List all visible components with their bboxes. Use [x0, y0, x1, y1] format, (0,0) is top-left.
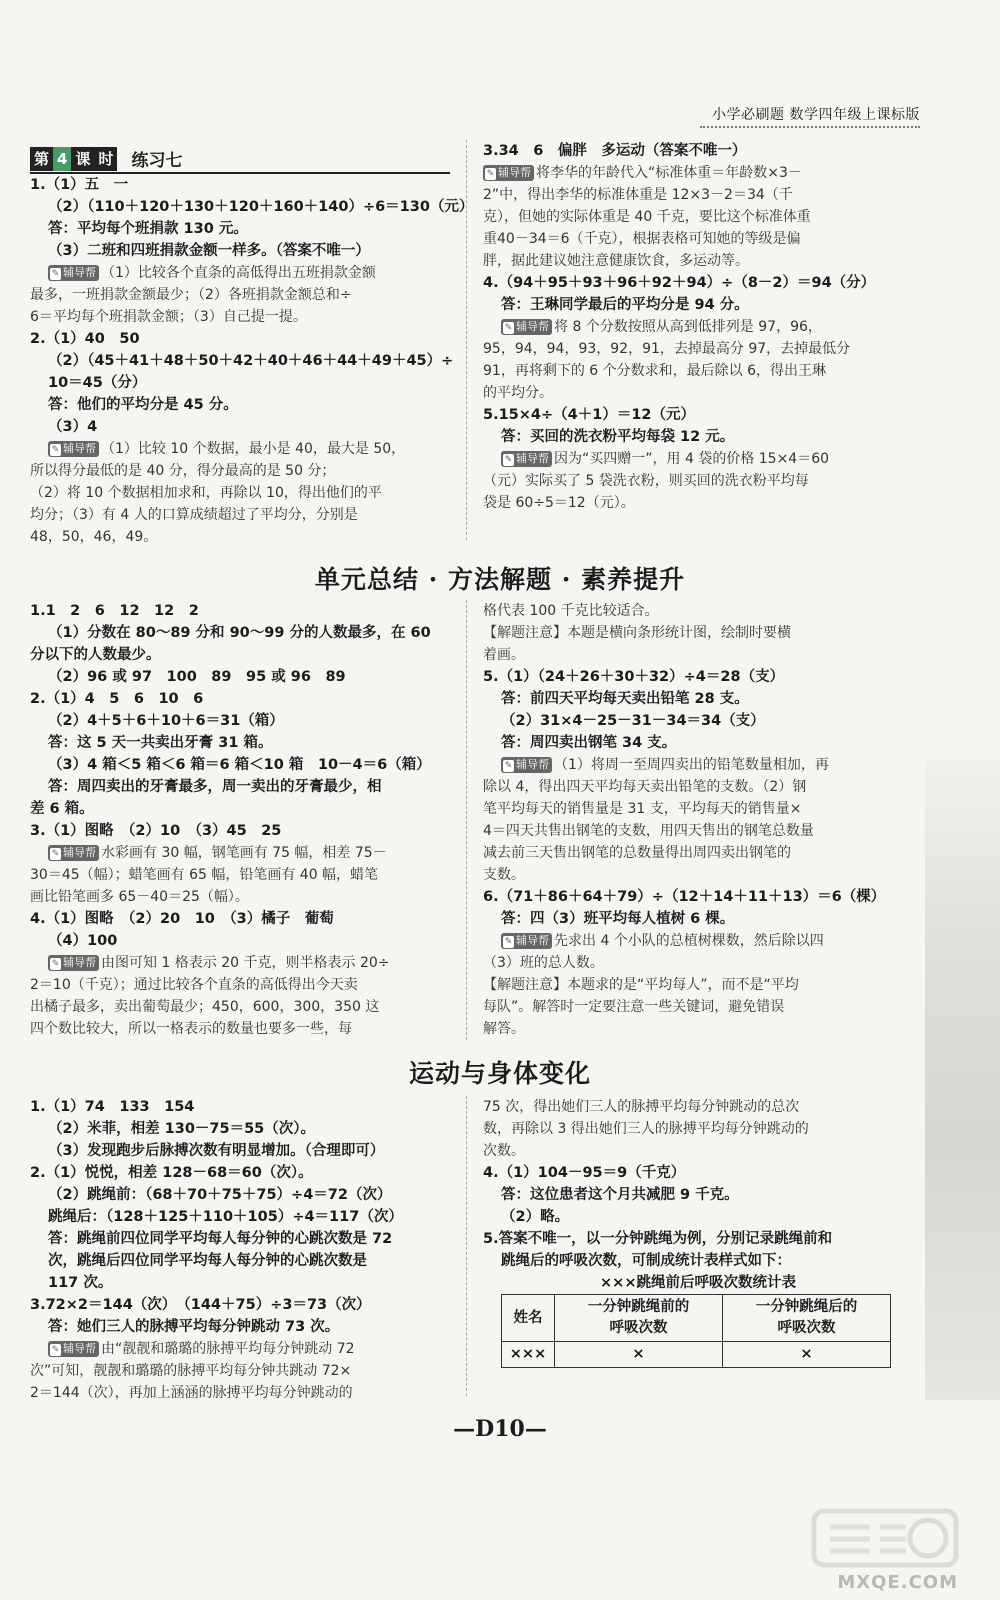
lesson-title: 练习七	[131, 151, 183, 171]
answer-line: （2）跳绳前：（68＋70＋75＋75）÷4＝72（次）	[48, 1187, 392, 1203]
column-divider	[466, 1096, 467, 1396]
note-line: 次数。	[483, 1143, 525, 1159]
helper-note-line: 的平均分。	[483, 385, 553, 401]
answer-line: 3.72×2＝144（次） （144＋75）÷3＝73（次）	[30, 1297, 371, 1313]
helper-note: ✎ 辅导帮 将 8 个分数按照从高到低排列是 97，96，	[483, 316, 913, 338]
answer-line: 6.（71＋86＋64＋79）÷（12＋14＋11＋13）＝6（棵）	[483, 889, 886, 905]
answer-line: （3）4 箱＜5 箱＜6 箱＝6 箱＜10 箱 10－4＝6（箱）	[48, 757, 431, 773]
answer-line: 答：她们三人的脉搏平均每分钟跳动 73 次。	[48, 1319, 340, 1335]
helper-icon: ✎	[51, 849, 60, 859]
helper-note-line: 克），但她的实际体重是 40 千克，要比这个标准体重	[483, 209, 811, 225]
answer-line: （4）100	[48, 933, 118, 949]
block-a-right	[483, 140, 913, 514]
helper-icon: ✎	[51, 1345, 60, 1355]
helper-icon: ✎	[486, 169, 495, 179]
helper-note-line: （元）实际买了 5 袋洗衣粉，则买回的洗衣粉平均每	[483, 473, 809, 489]
lesson-number: 4	[53, 147, 71, 171]
answer-line: 4.（1）104－95＝9（千克）	[483, 1165, 686, 1181]
section-title-exercise: 运动与身体变化	[408, 1059, 591, 1088]
answer-line: 3.（1）图略 （2）10 （3）45 25	[30, 823, 282, 839]
answer-line: 答：周四卖出的牙膏最多，周一卖出的牙膏最少，相	[48, 779, 382, 795]
answer-line: 答：四（3）班平均每人植树 6 棵。	[501, 911, 735, 927]
lesson-label-a: 第	[30, 147, 53, 171]
table-cell: ×	[723, 1342, 891, 1368]
column-divider	[466, 600, 467, 1040]
helper-note: ✎ 辅导帮 由“靓靓和璐璐的脉搏平均每分钟跳动 72	[30, 1338, 455, 1360]
answer-line: （2）（45＋41＋48＋50＋42＋40＋46＋44＋49＋45）÷	[48, 353, 454, 369]
table-row	[502, 1342, 891, 1368]
helper-badge: ✎ 辅导帮	[48, 845, 99, 861]
answer-line: 分以下的人数最少。	[30, 647, 161, 663]
answer-line: 3.34 6 偏胖 多运动（答案不唯一）	[483, 143, 747, 159]
helper-note-line: 袋是 60÷5＝12（元）。	[483, 495, 635, 511]
helper-icon: ✎	[504, 761, 513, 771]
helper-note: ✎ 辅导帮 因为“买四赠一”，用 4 袋的价格 15×4＝60	[483, 448, 913, 470]
answer-line: 答：周四卖出钢笔 34 支。	[501, 735, 677, 751]
note-line: 格代表 100 千克比较适合。	[483, 603, 659, 619]
breathing-stat-table	[501, 1294, 891, 1368]
lesson-badge	[30, 147, 117, 171]
helper-note-line: 95，94，94，93，92，91，去掉最高分 97，去掉最低分	[483, 341, 851, 357]
block-b-right	[483, 600, 913, 1040]
answer-line: 答：前四天平均每天卖出铅笔 28 支。	[501, 691, 749, 707]
header-dotted-rule	[700, 126, 920, 128]
helper-icon: ✎	[504, 323, 513, 333]
helper-note: ✎ 辅导帮 水彩画有 30 幅，钢笔画有 75 幅，相差 75－	[30, 842, 455, 864]
answer-line: 答：王琳同学最后的平均分是 94 分。	[501, 297, 749, 313]
answer-line: （3）4	[48, 419, 98, 435]
block-c-right	[483, 1096, 913, 1368]
helper-badge: ✎ 辅导帮	[483, 165, 534, 181]
helper-note-line: 91，再将剩下的 6 个分数求和，最后除以 6，得出王琳	[483, 363, 826, 379]
helper-note-line: （3）班的总人数。	[483, 955, 604, 971]
page-number: —D10—	[453, 1416, 547, 1442]
table-header-row	[502, 1295, 891, 1342]
block-a-left	[30, 174, 474, 548]
lesson-label-b: 课	[71, 147, 94, 171]
answer-line: 2.（1）40 50	[30, 331, 140, 347]
helper-note: ✎ 辅导帮 将李华的年龄代入“标准体重＝年龄数×3－	[483, 162, 913, 184]
helper-note-line: 2＝10（千克）；通过比较各个直条的高低得出今天卖	[30, 977, 358, 993]
answer-line: （2）米菲，相差 130－75＝55（次）。	[48, 1121, 316, 1137]
helper-note-line: 6＝平均每个班捐款金额；（3）自己提一提。	[30, 309, 307, 325]
helper-note-line: 四个数比较大，所以一格表示的数量也要多一些，每	[30, 1021, 352, 1037]
table-header-cell: 一分钟跳绳后的 呼吸次数	[723, 1295, 891, 1342]
answer-line: 5.答案不唯一，以一分钟跳绳为例，分别记录跳绳前和	[483, 1231, 833, 1247]
helper-badge: ✎ 辅导帮	[48, 441, 99, 457]
note-line: 【解题注意】本题是横向条形统计图，绘制时要横	[483, 625, 791, 641]
helper-note-line: 2＝144（次），再加上涵涵的脉搏平均每分钟跳动的	[30, 1385, 353, 1401]
section-title-summary: 单元总结 · 方法解题 · 素养提升	[314, 565, 686, 594]
answer-line: 5.（1）（24＋26＋30＋32）÷4＝28（支）	[483, 669, 785, 685]
answer-line: 4.（94＋95＋93＋96＋92＋94）÷（8－2）＝94（分）	[483, 275, 876, 291]
helper-icon: ✎	[51, 445, 60, 455]
helper-note-line: 48，50，46，49。	[30, 529, 158, 545]
helper-note-line: 重40－34＝6（千克），根据表格可知她的等级是偏	[483, 231, 801, 247]
helper-note-line: 2”中，得出李华的标准体重是 12×3－2＝34（千	[483, 187, 793, 203]
table-header-cell: 一分钟跳绳前的 呼吸次数	[555, 1295, 723, 1342]
answer-line: （2）略。	[501, 1209, 570, 1225]
note-line: 着画。	[483, 647, 525, 663]
answer-line: 2.（1）4 5 6 10 6	[30, 691, 204, 707]
helper-note: ✎ 辅导帮 由图可知 1 格表示 20 千克，则半格表示 20÷	[30, 952, 455, 974]
answer-line: 答：买回的洗衣粉平均每袋 12 元。	[501, 429, 735, 445]
note-line: 数，再除以 3 得出她们三人的脉搏平均每分钟跳动的	[483, 1121, 809, 1137]
answer-line: 答：平均每个班捐款 130 元。	[48, 221, 248, 237]
answer-line: 2.（1）悦悦，相差 128－68＝60（次）。	[30, 1165, 313, 1181]
answer-line: 差 6 箱。	[30, 801, 94, 817]
answer-line: （2）4＋5＋6＋10＋6＝31（箱）	[48, 713, 284, 729]
answer-line: 跳绳后的呼吸次数，可制成统计表样式如下：	[501, 1253, 791, 1269]
answer-line: 1.（1）五 一	[30, 177, 129, 193]
answer-line: 4.（1）图略 （2）20 10 （3）橘子 葡萄	[30, 911, 334, 927]
helper-note-line: 4＝四天共售出钢笔的支数，用四天售出的钢笔总数量	[483, 823, 814, 839]
answer-line: 答：这 5 天一共卖出牙膏 31 箱。	[48, 735, 273, 751]
helper-badge: ✎ 辅导帮	[48, 955, 99, 971]
watermark-text: MXQE.COM	[837, 1572, 958, 1593]
column-divider	[466, 140, 467, 540]
helper-badge: ✎ 辅导帮	[501, 451, 552, 467]
helper-note: ✎ 辅导帮 （1）比较各个直条的高低得出五班捐款金额	[30, 262, 455, 284]
note-line: 75 次，得出她们三人的脉搏平均每分钟跳动的总次	[483, 1099, 800, 1115]
answer-line: 次，跳绳后四位同学平均每人每分钟的心跳次数是	[48, 1253, 367, 1269]
answer-line: 跳绳后：（128＋125＋110＋105）÷4＝117（次）	[48, 1209, 403, 1225]
helper-badge: ✎ 辅导帮	[501, 933, 552, 949]
helper-note-line: 胖，据此建议她注意健康饮食，多运动等。	[483, 253, 749, 269]
helper-note-line: 最多，一班捐款金额最少；（2）各班捐款金额总和÷	[30, 287, 352, 303]
helper-note: ✎ 辅导帮 （1）将周一至周四卖出的铅笔数量相加，再	[483, 754, 913, 776]
helper-note-line: 笔平均每天的销售量是 31 支，平均每天的销售量×	[483, 801, 802, 817]
helper-badge: ✎ 辅导帮	[501, 757, 552, 773]
note-line: 解答。	[483, 1021, 525, 1037]
answer-line: 1.1 2 6 12 12 2	[30, 603, 199, 619]
helper-badge: ✎ 辅导帮	[48, 1341, 99, 1357]
helper-note-line: 减去前三天售出钢笔的总数量得出周四卖出钢笔的	[483, 845, 791, 861]
helper-note-line: （2）将 10 个数据相加求和，再除以 10，得出他们的平	[30, 485, 382, 501]
helper-icon: ✎	[51, 959, 60, 969]
answer-line: （2）31×4－25－31－34＝34（支）	[501, 713, 765, 729]
book-header: 小学必刷题 数学四年级上课标版	[712, 107, 920, 123]
helper-badge: ✎ 辅导帮	[501, 319, 552, 335]
helper-icon: ✎	[51, 269, 60, 279]
table-cell: ×××	[502, 1342, 555, 1368]
helper-note-line: 画比铅笔画多 65－40＝25（幅）。	[30, 889, 249, 905]
answer-line: 5.15×4÷（4＋1）＝12（元）	[483, 407, 696, 423]
answer-line: 答：跳绳前四位同学平均每人每分钟的心跳次数是 72	[48, 1231, 393, 1247]
helper-badge: ✎ 辅导帮	[48, 265, 99, 281]
table-header-cell: 姓名	[502, 1295, 555, 1342]
helper-note-line: 支数。	[483, 867, 525, 883]
answer-line: 答：这位患者这个月共减肥 9 千克。	[501, 1187, 739, 1203]
note-line: 每队”。解答时一定要注意一些关键词，避免错误	[483, 999, 785, 1015]
helper-note: ✎ 辅导帮 （1）比较 10 个数据，最小是 40，最大是 50，	[30, 438, 455, 460]
answer-line: （2）（110＋120＋130＋120＋160＋140）÷6＝130（元）	[48, 199, 474, 215]
note-line: 【解题注意】本题求的是“平均每人”，而不是“平均	[483, 977, 799, 993]
lesson-tag	[30, 146, 182, 171]
lesson-label-c: 时	[94, 147, 117, 171]
answer-line: 1.（1）74 133 154	[30, 1099, 195, 1115]
helper-note-line: 30＝45（幅）；蜡笔画有 65 幅，铅笔画有 40 幅，蜡笔	[30, 867, 379, 883]
helper-note-line: 除以 4，得出四天平均每天卖出铅笔的支数。（2）钢	[483, 779, 807, 795]
helper-icon: ✎	[504, 937, 513, 947]
block-b-left	[30, 600, 455, 1040]
answer-line: 10＝45（分）	[48, 375, 147, 391]
answer-line: （3）二班和四班捐款金额一样多。（答案不唯一）	[48, 243, 370, 259]
block-c-left	[30, 1096, 455, 1404]
answer-line: （3）发现跑步后脉搏次数有明显增加。（合理即可）	[48, 1143, 385, 1159]
table-caption: ×××跳绳前后呼吸次数统计表	[600, 1275, 796, 1291]
helper-note-line: 次”可知，靓靓和璐璐的脉搏平均每分钟共跳动 72×	[30, 1363, 352, 1379]
helper-note: ✎ 辅导帮 先求出 4 个小队的总植树棵数，然后除以四	[483, 930, 913, 952]
helper-note-line: 所以得分最低的是 40 分，得分最高的是 50 分；	[30, 463, 336, 479]
helper-note-line: 均分；（3）有 4 人的口算成绩超过了平均分，分别是	[30, 507, 358, 523]
helper-note-line: 出橘子最多，卖出葡萄最少；450，600，300，350 这	[30, 999, 380, 1015]
answer-line: （1）分数在 80～89 分和 90～99 分的人数最多，在 60	[48, 625, 431, 641]
helper-icon: ✎	[504, 455, 513, 465]
answer-line: 117 次。	[48, 1275, 113, 1291]
answer-line: 答：他们的平均分是 45 分。	[48, 397, 238, 413]
answer-line: （2）96 或 97 100 89 95 或 96 89	[48, 669, 346, 685]
table-cell: ×	[555, 1342, 723, 1368]
